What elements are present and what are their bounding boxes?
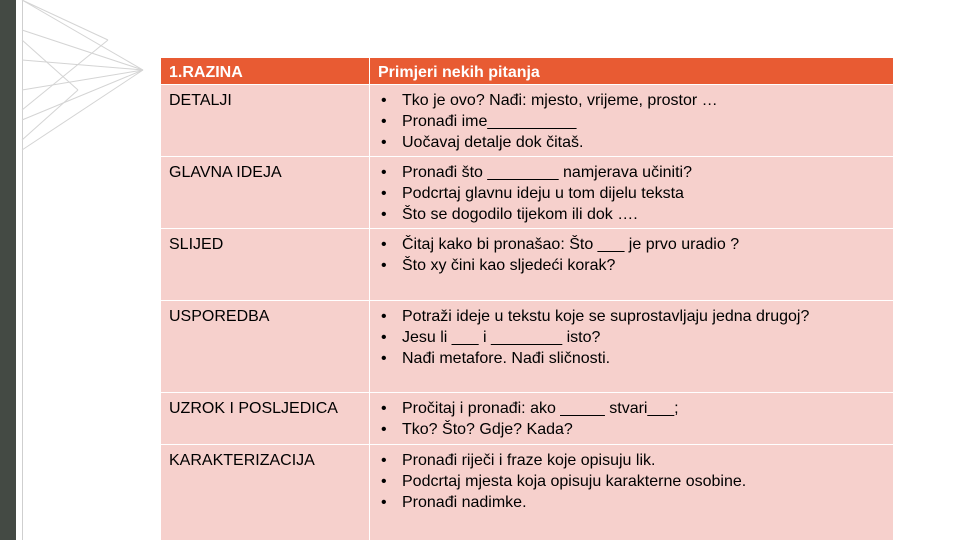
sidebar-accent-bar (0, 0, 16, 540)
table-row (161, 157, 894, 229)
question-item: • Podcrtaj glavnu ideju u tom dijelu teksta (378, 183, 885, 204)
question-list (378, 162, 885, 225)
reading-levels-table (160, 57, 894, 541)
question-item: • Potraži ideje u tekstu koje se suprostavljaju jedna drugoj? (378, 306, 885, 327)
header-examples: Primjeri nekih pitanja (370, 58, 894, 85)
questions-cell (370, 445, 894, 541)
table-row (161, 445, 894, 541)
questions-cell (370, 393, 894, 445)
question-item: • Čitaj kako bi pronašao: Što ___ je prvo uradio ? (378, 234, 885, 255)
question-list (378, 398, 885, 440)
question-list (378, 234, 885, 276)
question-item: • Tko je ovo? Nađi: mjesto, vrijeme, prostor … (378, 90, 885, 111)
questions-cell (370, 85, 894, 157)
question-item: • Pronađi što ________ namjerava učiniti? (378, 162, 885, 183)
question-item: • Pročitaj i pronađi: ako _____ stvari___; (378, 398, 885, 419)
question-item: • Tko? Što? Gdje? Kada? (378, 419, 885, 440)
question-item: • Jesu li ___ i ________ isto? (378, 327, 885, 348)
table-row (161, 85, 894, 157)
table-row (161, 393, 894, 445)
question-list (378, 90, 885, 153)
level-cell: KARAKTERIZACIJA (161, 445, 370, 541)
level-cell: SLIJED (161, 229, 370, 301)
question-item: • Što se dogodilo tijekom ili dok …. (378, 204, 885, 225)
question-item: • Uočavaj detalje dok čitaš. (378, 132, 885, 153)
decorative-line-pattern (18, 0, 148, 540)
level-cell: UZROK I POSLJEDICA (161, 393, 370, 445)
header-level: 1.RAZINA (161, 58, 370, 85)
question-item: • Nađi metafore. Nađi sličnosti. (378, 348, 885, 369)
questions-cell (370, 301, 894, 393)
question-item: • Što xy čini kao sljedeći korak? (378, 255, 885, 276)
table-header-row (161, 58, 894, 85)
questions-cell (370, 157, 894, 229)
questions-cell (370, 229, 894, 301)
question-list (378, 306, 885, 369)
question-item: • Podcrtaj mjesta koja opisuju karakterne osobine. (378, 471, 885, 492)
level-cell: DETALJI (161, 85, 370, 157)
question-list (378, 450, 885, 513)
table-row (161, 301, 894, 393)
question-item: • Pronađi riječi i fraze koje opisuju lik. (378, 450, 885, 471)
table-row (161, 229, 894, 301)
level-cell: GLAVNA IDEJA (161, 157, 370, 229)
level-cell: USPOREDBA (161, 301, 370, 393)
question-item: • Pronađi nadimke. (378, 492, 885, 513)
question-item: • Pronađi ime__________ (378, 111, 885, 132)
